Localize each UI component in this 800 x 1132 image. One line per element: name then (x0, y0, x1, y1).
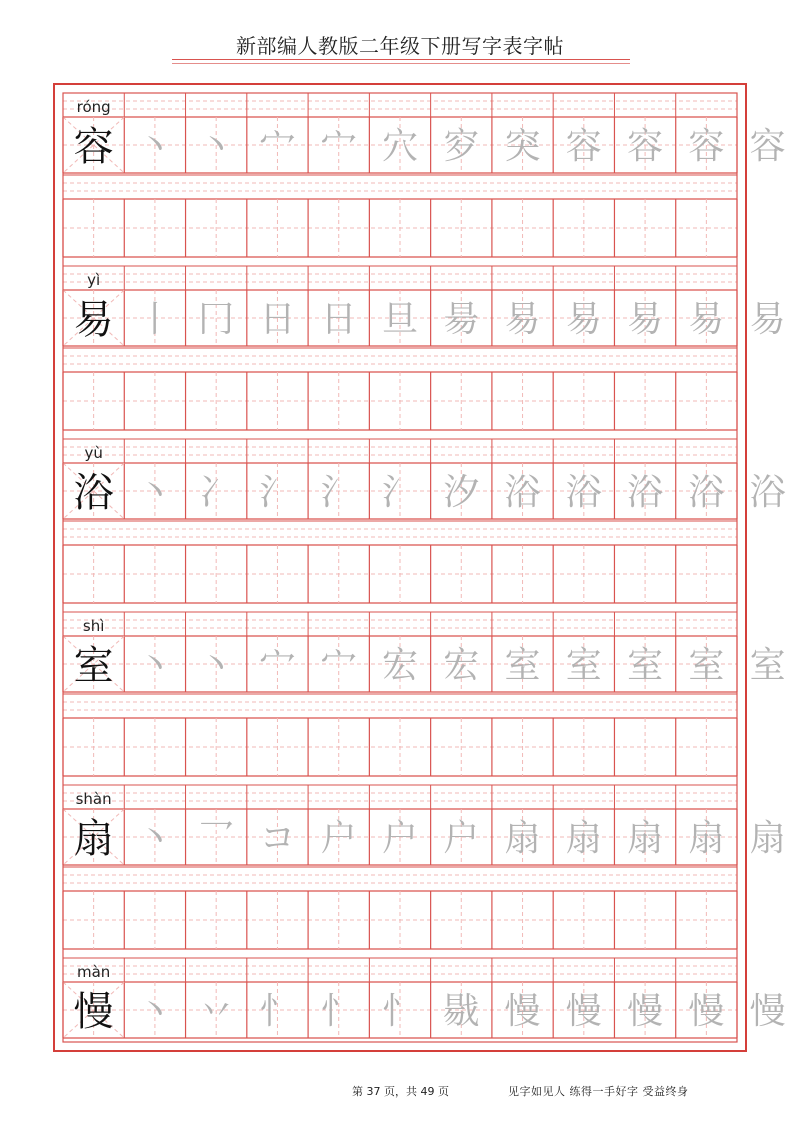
trace-character: 丶 (198, 645, 235, 686)
pinyin-label: yì (87, 271, 101, 289)
trace-character: 宀 (259, 645, 296, 686)
trace-character: 扇 (504, 818, 541, 859)
model-character: 慢 (73, 989, 114, 1035)
title-rule (172, 59, 630, 60)
trace-character: 浴 (627, 472, 664, 513)
trace-character: 浴 (688, 472, 725, 513)
trace-character: 浴 (749, 472, 786, 513)
trace-character: 慢 (688, 991, 725, 1032)
trace-character: 容 (749, 126, 786, 167)
trace-character: 宀 (259, 126, 296, 167)
trace-character: コ (259, 818, 296, 859)
trace-character: 易 (627, 299, 664, 340)
trace-character: 容 (565, 126, 602, 167)
trace-character: 冂 (198, 299, 235, 340)
trace-character: 丷 (198, 991, 235, 1032)
pinyin-label: shì (82, 617, 105, 635)
trace-character: 户 (320, 818, 357, 859)
trace-character: 易 (749, 299, 786, 340)
trace-character: 易 (688, 299, 725, 340)
model-character: 容 (73, 124, 114, 170)
trace-character: 浴 (565, 472, 602, 513)
trace-character: 旦 (381, 299, 419, 340)
title-rule (172, 63, 630, 64)
model-character: 易 (73, 297, 114, 343)
practice-sheet (53, 83, 786, 1052)
trace-character: 忄 (320, 991, 357, 1032)
trace-character: 扇 (627, 818, 664, 859)
trace-character: 汐 (443, 472, 480, 513)
practice-grid (55, 85, 786, 1050)
trace-character: 穴 (381, 126, 419, 167)
trace-character: 扇 (565, 818, 602, 859)
trace-character: 氵 (381, 472, 419, 513)
trace-character: 宏 (381, 645, 419, 686)
page-title: 新部编人教版二年级下册写字表字帖 (236, 34, 564, 58)
trace-character: 易 (565, 299, 602, 340)
trace-character: 扇 (749, 818, 786, 859)
trace-character: 易 (504, 299, 541, 340)
trace-character: 室 (627, 645, 664, 686)
trace-character: 慢 (565, 991, 602, 1032)
trace-character: 容 (627, 126, 664, 167)
trace-character: 宀 (320, 645, 357, 686)
model-character: 扇 (73, 816, 114, 862)
trace-character: 丶 (136, 818, 173, 859)
pinyin-label: shàn (75, 790, 112, 808)
trace-character: 室 (565, 645, 602, 686)
trace-character: 忄 (381, 991, 419, 1032)
trace-character: 忄 (259, 991, 296, 1032)
pinyin-label: róng (76, 98, 111, 116)
trace-character: 户 (381, 818, 419, 859)
trace-character: 乛 (198, 818, 235, 859)
trace-character: 户 (443, 818, 480, 859)
trace-character: 氵 (320, 472, 357, 513)
trace-character: 浴 (504, 472, 541, 513)
trace-character: 日 (259, 299, 296, 340)
pinyin-label: yù (84, 444, 103, 462)
trace-character: 冫 (198, 472, 235, 513)
trace-character: 慢 (749, 991, 786, 1032)
model-character: 浴 (73, 470, 114, 516)
trace-character: 容 (688, 126, 725, 167)
trace-character: 室 (749, 645, 786, 686)
trace-character: 慢 (504, 991, 541, 1032)
trace-character: 氵 (259, 472, 296, 513)
pinyin-label: màn (76, 963, 111, 981)
trace-character: 丶 (198, 126, 235, 167)
page-number: 第 37 页，共 49 页 (352, 1085, 449, 1098)
trace-character: 丶 (136, 126, 173, 167)
trace-character: 丶 (136, 991, 173, 1032)
trace-character: 丶 (136, 645, 173, 686)
footer-motto: 见字如见人 练得一手好字 受益终身 (508, 1085, 689, 1098)
trace-character: 穸 (443, 126, 480, 167)
trace-character: 㦹 (443, 991, 480, 1032)
trace-character: 突 (504, 126, 541, 167)
trace-character: 昜 (443, 299, 480, 340)
trace-character: 室 (504, 645, 541, 686)
trace-character: 慢 (627, 991, 664, 1032)
model-character: 室 (73, 643, 114, 689)
trace-character: 丶 (136, 472, 173, 513)
trace-character: 室 (688, 645, 725, 686)
trace-character: 扇 (688, 818, 725, 859)
trace-character: 宀 (320, 126, 357, 167)
trace-character: 宏 (443, 645, 480, 686)
trace-character: 丨 (136, 299, 173, 340)
trace-character: 日 (320, 299, 357, 340)
